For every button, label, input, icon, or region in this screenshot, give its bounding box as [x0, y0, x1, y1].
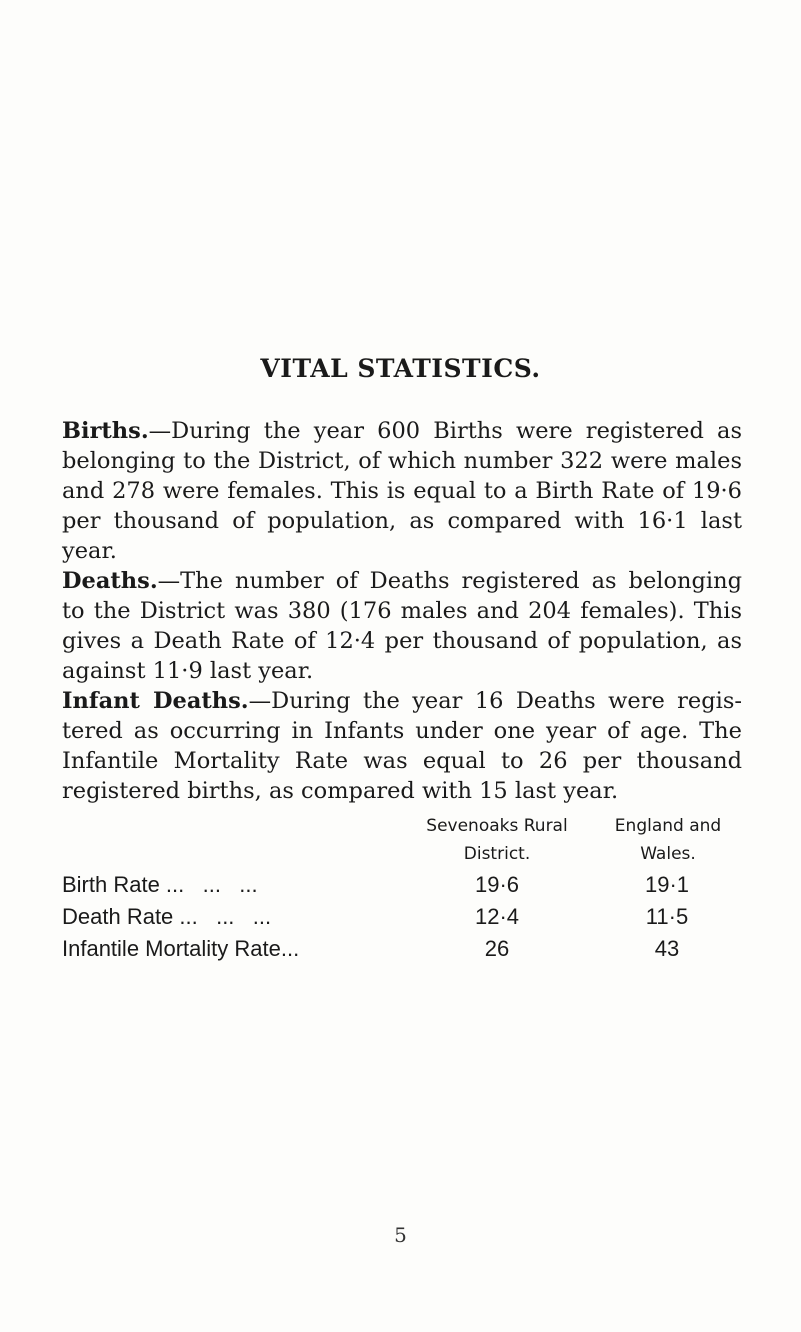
england-value: 19·1	[644, 872, 690, 897]
sevenoaks-value: 12·4	[474, 904, 520, 929]
column-header-line: Sevenoaks Rural	[426, 816, 568, 836]
row-label: Birth Rate ... ... ...	[62, 872, 258, 897]
page-number: 5	[394, 1223, 407, 1247]
table-row-birth-rate	[62, 872, 752, 904]
england-value: 43	[654, 936, 680, 961]
england-value: 11·5	[645, 904, 689, 929]
column-header-line: District.	[463, 844, 531, 864]
deaths-text: —The number of Deaths registered as belonging to the District was 380 (176 males and 204 females). This gives a Death Rate of 12·4 per thousand of population, as against 11·9 last year.	[62, 568, 742, 684]
births-text: —During the year 600 Births were registered as belonging to the District, of which number 322 were males and 278 were females. This is equal to a Birth Rate of 19·6 per thousand of population, as compared with 16·1 last year.	[62, 418, 742, 564]
infant-deaths-heading: Infant Deaths.	[62, 688, 249, 714]
table-row-infantile-mortality	[62, 936, 752, 968]
deaths-paragraph	[62, 566, 742, 686]
births-heading: Births.	[62, 418, 149, 444]
column-header-sevenoaks	[392, 812, 602, 868]
deaths-heading: Deaths.	[62, 568, 158, 594]
sevenoaks-value: 19·6	[474, 872, 520, 897]
table-row-death-rate	[62, 904, 752, 936]
page-title: VITAL STATISTICS.	[260, 354, 541, 383]
column-header-line: England and	[614, 816, 722, 836]
infant-deaths-text: —During the year 16 Deaths were regis- tered as occurring in Infants under one year of age. The Infantile Mortality Rate was equal to 26 per thousand registered births, as compared with 15 last year.	[62, 688, 743, 804]
column-header-line: Wales.	[640, 844, 696, 864]
infant-deaths-paragraph	[62, 686, 742, 806]
column-header-england	[588, 812, 748, 868]
births-paragraph	[62, 416, 742, 566]
row-label: Infantile Mortality Rate...	[62, 936, 300, 961]
row-label: Death Rate ... ... ...	[62, 904, 272, 929]
sevenoaks-value: 26	[484, 936, 510, 961]
